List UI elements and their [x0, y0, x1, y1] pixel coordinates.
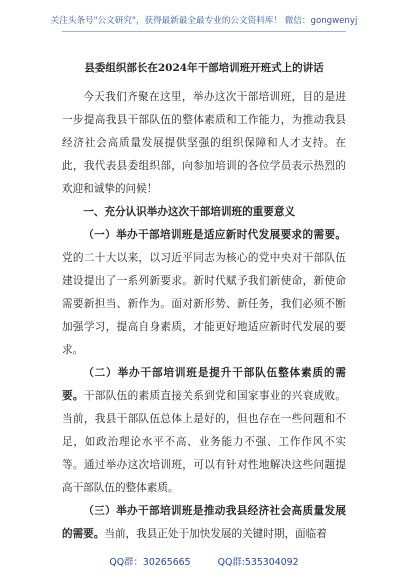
document-body: [62, 60, 346, 546]
subsection-1-body: 党的二十大以来，以习近平同志为核心的党中央对干部队伍建设提出了一系列新要求。新时代赋予我们新使命，新使命需要新担当、新作为。面对新形势、新任务，我们必须不断加强学习，提高自身素质，才能更好地适应新时代发展的要求。: [62, 252, 346, 356]
document-title: 县委组织部长在2024年干部培训班开班式上的讲话: [84, 62, 324, 74]
subsection-3: [62, 500, 346, 546]
footer-qq-group-1: QQ群：30265665: [109, 557, 191, 568]
footer-contacts: [0, 554, 408, 568]
header-divider: [62, 31, 346, 32]
intro-paragraph: 今天我们齐聚在这里，举办这次干部培训班，目的是进一步提高我县干部队伍的整体素质和工作能力，为推动我县经济社会高质量发展提供坚强的组织保障和人才支持。在此，我代表县委组织部，向参加培训的各位学员表示热烈的欢迎和诚挚的问候！: [62, 91, 346, 195]
subsection-2: [62, 362, 346, 500]
subsection-2-heading: （二）举办干部培训班是提升干部队伍整体素质的需要。: [62, 367, 346, 402]
subsection-3-heading: （三）举办干部培训班是推动我县经济社会高质量发展的需要。: [62, 505, 346, 540]
section-heading-1: 一、充分认识举办这次干部培训班的重要意义: [83, 206, 296, 218]
subsection-1: [62, 224, 346, 362]
subsection-2-body: 干部队伍的素质直接关系到党和国家事业的兴衰成败。当前，我县干部队伍总体上是好的，但也存在一些问题和不足，如政治理论水平不高、业务能力不强、工作作风不实等。通过举办这次培训班，可以有针对性地解决这些问题提高干部队伍的整体素质。: [62, 390, 347, 494]
subsection-3-body: 当前，我县正处于加快发展的关键时期，面临着: [104, 528, 327, 540]
subsection-1-heading: （一）举办干部培训班是适应新时代发展要求的需要。: [83, 229, 346, 241]
footer-qq-group-2: QQ群:535304092: [217, 557, 299, 568]
header-banner: 关注头条号"公文研究"，获得最新最全最专业的公文资料库！ 微信：gongwenyj: [50, 16, 358, 26]
